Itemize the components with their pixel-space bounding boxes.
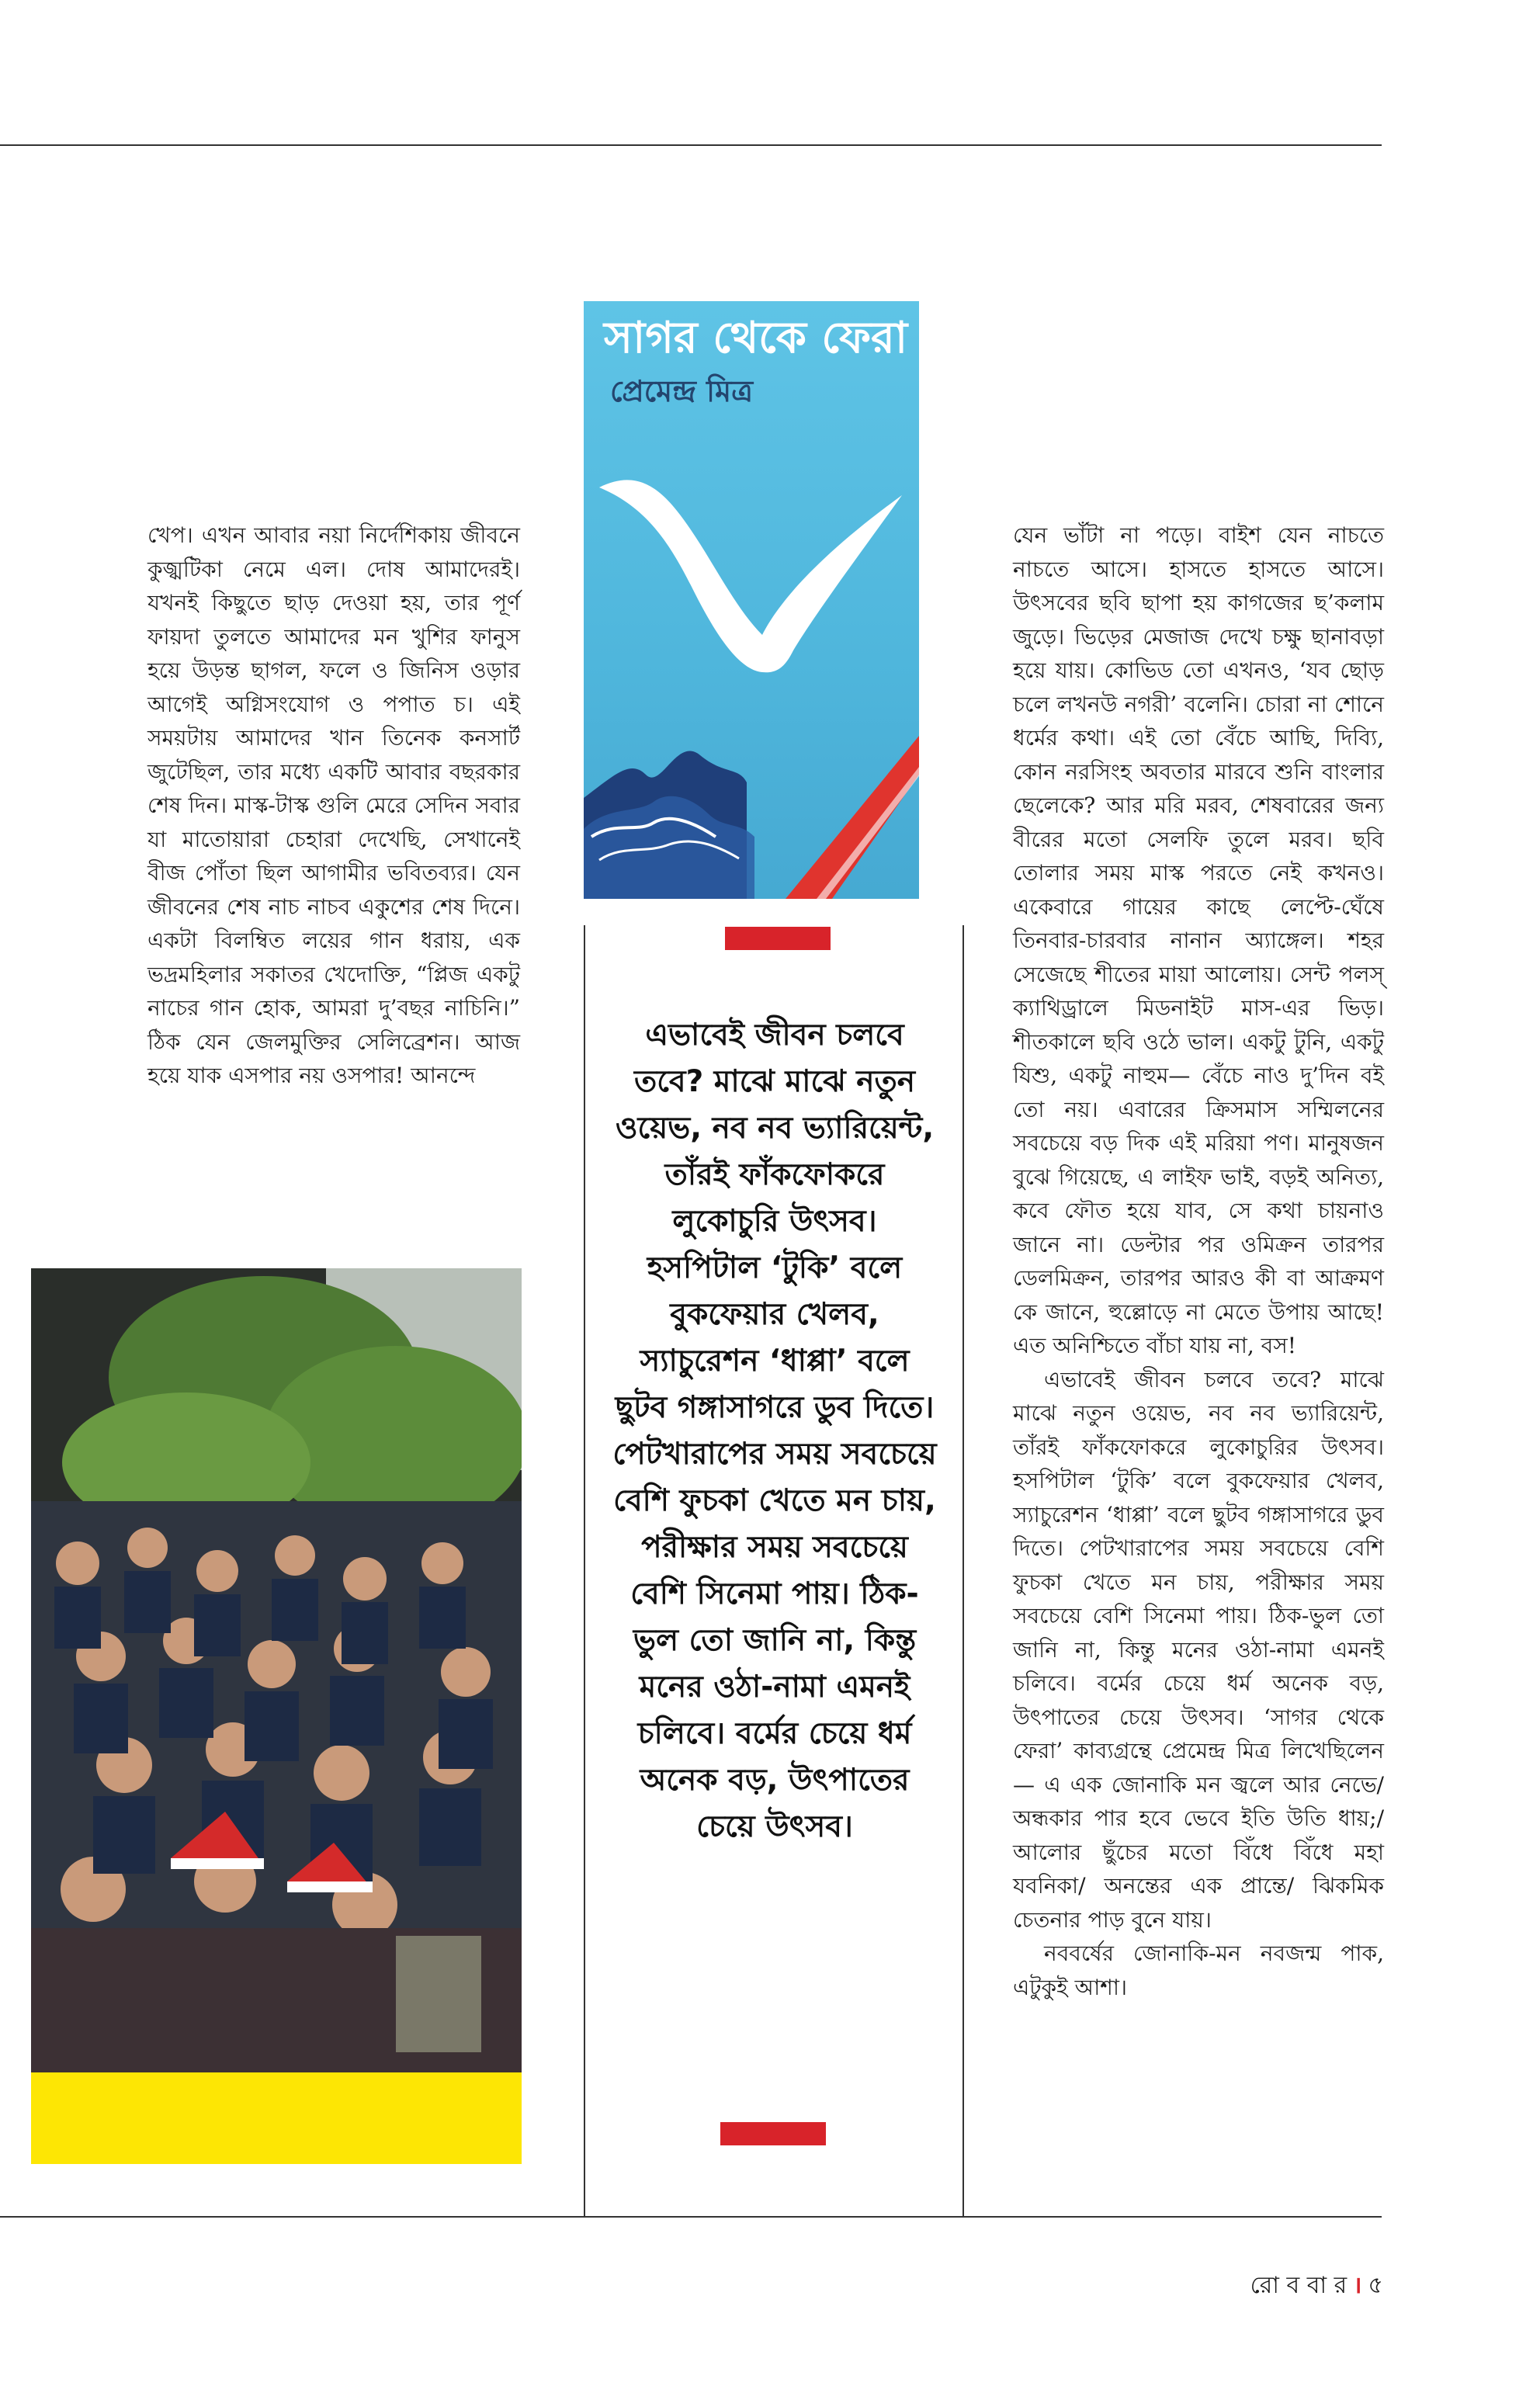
magazine-name: রো ব বা র [1250,2272,1348,2299]
right-column-paragraph-2: এভাবেই জীবন চলবে তবে? মাঝে মাঝে নতুন ওয়েভ, নব নব ভ্যারিয়েন্ট, তাঁরই ফাঁকফোকরে লুকোচুরির উৎসব। হসপিটাল ‘টুকি’ বলে বুকফেয়ার খেলব, স্যাচুরেশন ‘ধাপ্পা’ বলে ছুটব গঙ্গাসাগরে ডুব দিতে। পেটখারাপের সময় সবচেয়ে বেশি ফুচকা খেতে মন চায়, পরীক্ষার সময় সবচেয়ে বেশি সিনেমা পায়। ঠিক-ভুল তো জানি না, কিন্তু মনের ওঠা-নামা এমনই চলিবে। বর্মের চেয়ে ধর্ম অনেক বড়, উৎপাতের চেয়ে উৎসব। ‘সাগর থেকে ফেরা’ কাব্যগ্রন্থে প্রেমেন্দ্র মিত্র লিখেছিলেন— এ এক জোনাকি মন জ্বলে আর নেভে/ অন্ধকার পার হবে ভেবে ইতি উতি ধায়;/ আলোর ছুঁচের মতো বিঁধে বিঁধে মহা যবনিকা/ অনন্তের এক প্রান্তে/ ঝিকমিক চেতনার পাড় বুনে যায়। [1013,1366,1384,1933]
right-column-paragraph-3: নববর্ষের জোনাকি-মন নবজন্ম পাক, এটুকুই আশা। [1013,1940,1384,2000]
book-author: প্রেমেন্দ্র মিত্র [610,374,754,408]
page-number: ৫ [1368,2272,1383,2299]
footer-separator: । [1353,2272,1362,2299]
pull-quote: এভাবেই জীবন চলবে তবে? মাঝে মাঝে নতুন ওয়েভ, নব নব ভ্যারিয়েন্ট, তাঁরই ফাঁকফোকরে লুকোচুরি উৎসব। হসপিটাল ‘টুকি’ বলে বুকফেয়ার খেলব, স্যাচুরেশন ‘ধাপ্পা’ বলে ছুটব গঙ্গাসাগরে ডুব দিতে। পেটখারাপের সময় সবচেয়ে বেশি ফুচকা খেতে মন চায়, পরীক্ষার সময় সবচেয়ে বেশি সিনেমা পায়। ঠিক-ভুল তো জানি না, কিন্তু মনের ওঠা-নামা এমনই চলিবে। বর্মের চেয়ে ধর্ম অনেক বড়, উৎপাতের চেয়ে উৎসব। [612,1018,937,1844]
page-footer [1250,2266,1383,2306]
crowd-photo [31,1268,522,2072]
right-column-paragraph-1: যেন ভাঁটা না পড়ে। বাইশ যেন নাচতে নাচতে আসে। হাসতে হাসতে আসে। উৎসবের ছবি ছাপা হয় কাগজের ছ’কলাম জুড়ে। ভিড়ের মেজাজ দেখে চক্ষু ছানাবড়া হয়ে যায়। কোভিড তো এখনও, ‘যব ছোড় চলে লখনউ নগরী’ বলেনি। চোরা না শোনে ধর্মের কথা। এই তো বেঁচে আছি, দিব্যি, কোন নরসিংহ অবতার মারবে শুনি বাংলার ছেলেকে? আর মরি মরব, শেষবারের জন্য বীরের মতো সেলফি তুলে মরব। ছবি তোলার সময় মাস্ক পরতে নেই কখনও। একেবারে গায়ের কাছে লেপ্টে-ঘেঁষে তিনবার-চারবার নানান অ্যাঙ্গেল। শহর সেজেছে শীতের মায়া আলোয়। সেন্ট পলস্‌ ক্যাথিড্রালে মিডনাইট মাস-এর ভিড়। শীতকালে ছবি ওঠে ভাল। একটু টুনি, একটু যিশু, একটু নাহুম— বেঁচে নাও দু’দিন বই তো নয়। এবারের ক্রিসমাস সম্মিলনের সবচেয়ে বড় দিক এই মরিয়া পণ। মানুষজন বুঝে গিয়েছে, এ লাইফ ভাই, বড়ই অনিত্য, কবে ফৌত হয়ে যাব, সে কথা চায়নাও জানে না। ডেল্টার পর ওমিক্রন তারপর ডেলমিক্রন, তারপর আরও কী বা আক্রমণ কে জানে, হুল্লোড়ে না মেতে উপায় আছে! এত অনিশ্চিতে বাঁচা যায় না, বস! [1013,522,1384,1358]
accent-bar-top [725,927,831,950]
right-column [1013,518,1384,2004]
book-title: সাগর থেকে ফেরা [604,313,908,363]
left-column [147,518,520,1093]
left-column-paragraph: খেপ। এখন আবার নয়া নির্দেশিকায় জীবনে কুজ্ঝটিকা নেমে এল। দোষ আমাদেরই। যখনই কিছুতে ছাড় দেওয়া হয়, তার পূর্ণ ফায়দা তুলতে আমাদের মন খুশির ফানুস হয়ে উড়ন্ত ছাগল, ফলে ও জিনিস ওড়ার আগেই অগ্নিসংযোগ ও পপাত চ। এই সময়টায় আমাদের খান তিনেক কনসার্ট জুটেছিল, তার মধ্যে একটি আবার বছরকার শেষ দিন। মাস্ক-টাস্ক গুলি মেরে সেদিন সবার যা মাতোয়ারা চেহারা দেখেছি, সেখানেই বীজ পোঁতা ছিল আগামীর ভবিতব্যর। যেন জীবনের শেষ নাচ নাচব একুশের শেষ দিনে। একটা বিলম্বিত লয়ের গান ধরায়, এক ভদ্রমহিলার সকাতর খেদোক্তি, “প্লিজ একটু নাচের গান হোক, আমরা দু’বছর নাচিনি।” ঠিক যেন জেলমুক্তির সেলিব্রেশন। আজ হয়ে যাক এসপার নয় ওসপার! আনন্দে [147,522,520,1088]
book-cover-image [584,301,919,899]
accent-bar-bottom [720,2122,826,2145]
column-divider-left [584,925,585,2218]
bottom-rule [0,2216,1382,2218]
column-divider-right [962,925,964,2218]
caption-band [31,2072,522,2164]
crowd-photo-art [31,1268,522,2072]
top-rule [0,144,1382,146]
